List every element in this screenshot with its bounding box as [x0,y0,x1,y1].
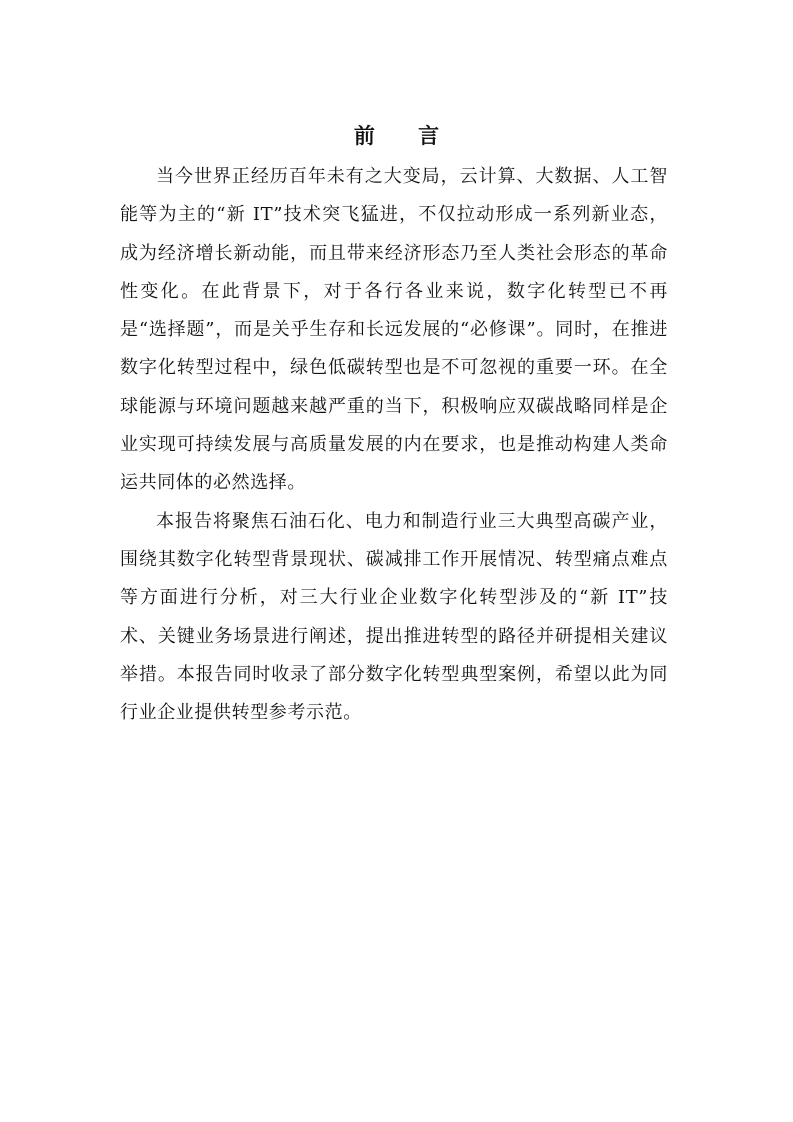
document-body [120,158,668,732]
page-title: 前 言 [353,123,458,148]
paragraph-intro: 当今世界正经历百年未有之大变局，云计算、大数据、人工智能等为主的“新 IT”技术突飞猛进，不仅拉动形成一系列新业态，成为经济增长新动能，而且带来经济形态乃至人类社会形态的革命性变化。在此背景下，对于各行各业来说，数字化转型已不再是“选择题”，而是关乎生存和长远发展的“必修课”。同时，在推进数字化转型过程中，绿色低碳转型也是不可忽视的重要一环。在全球能源与环境问题越来越严重的当下，积极响应双碳战略同样是企业实现可持续发展与高质量发展的内在要求，也是推动构建人类命运共同体的必然选择。 [120,166,668,494]
paragraph-report-scope: 本报告将聚焦石油石化、电力和制造行业三大典型高碳产业，围绕其数字化转型背景现状、碳减排工作开展情况、转型痛点难点等方面进行分析，对三大行业企业数字化转型涉及的“新 IT”技术、关键业务场景进行阐述，提出推进转型的路径并研提相关建议举措。本报告同时收录了部分数字化转型典型案例，希望以此为同行业企业提供转型参考示范。 [120,510,668,724]
